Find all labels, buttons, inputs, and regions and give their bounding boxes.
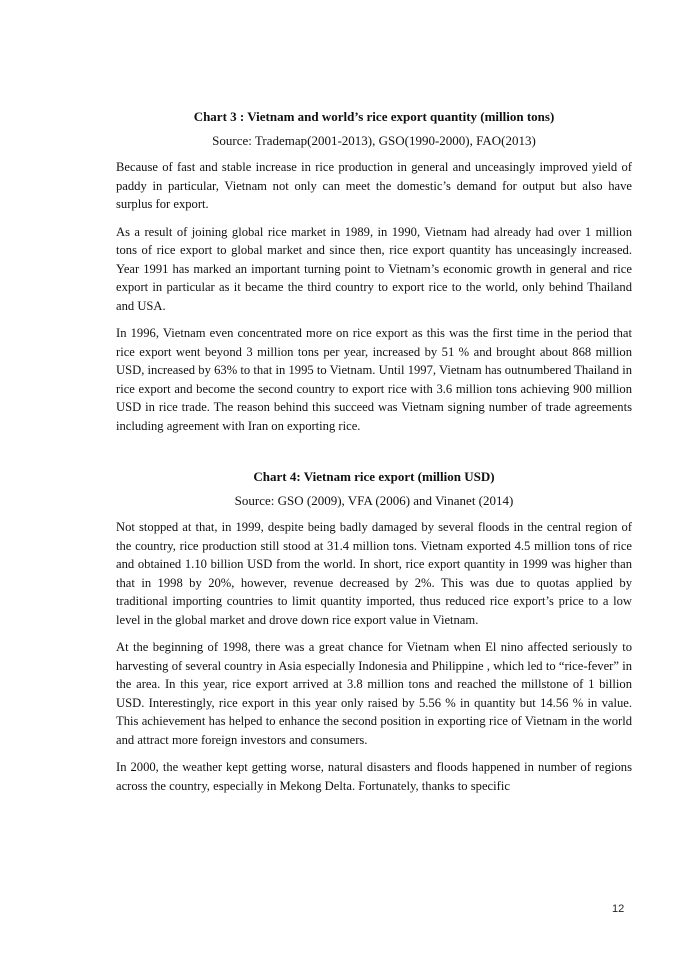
paragraph: Not stopped at that, in 1999, despite being badly damaged by several floods in the central region of the country, rice production still stood at 31.4 million tons. Vietnam exported 4.5 million tons of rice and obtained 1.10 billion USD from the world. In short, rice export quantity in 1999 was higher than that in 1998 by 20%, however, revenue decreased by 2%. This was due to quotas applied by traditional importing countries to limit quantity imported, thus reduced rice export’s price to a low level in the global market and drove down rice export value in Vietnam. bbox=[116, 520, 632, 627]
paragraph: Because of fast and stable increase in rice production in general and unceasingly improved yield of paddy in particular, Vietnam not only can meet the domestic’s demand for output but also have surplus for export. bbox=[116, 160, 632, 211]
page-content bbox=[116, 108, 632, 804]
paragraph: At the beginning of 1998, there was a great chance for Vietnam when El nino affected seriously to harvesting of several country in Asia especially Indonesia and Philippine , which led to “rice-fever” in the area. In this year, rice export arrived at 3.8 million tons and reached the millstone of 1 billion USD. Interestingly, rice export in this year only raised by 5.56 % in quantity but 14.56 % in value. This achievement has helped to enhance the second position in exporting rice of Vietnam in the world and attract more foreign investors and consumers. bbox=[116, 640, 632, 747]
paragraph: In 2000, the weather kept getting worse, natural disasters and floods happened in number of regions across the country, especially in Mekong Delta. Fortunately, thanks to specific bbox=[116, 760, 632, 793]
chart-4-caption: Chart 4: Vietnam rice export (million USD) bbox=[253, 469, 495, 484]
chart-3-source: Source: Trademap(2001-2013), GSO(1990-2000), FAO(2013) bbox=[212, 133, 536, 148]
chart-4-placeholder-gap bbox=[116, 444, 632, 468]
chart-3-caption: Chart 3 : Vietnam and world’s rice export quantity (million tons) bbox=[193, 109, 555, 124]
page-number: 12 bbox=[612, 903, 625, 915]
paragraph: In 1996, Vietnam even concentrated more on rice export as this was the first time in the period that rice export went beyond 3 million tons per year, increased by 51 % and brought about 868 million USD, increased by 63% to that in 1995 to Vietnam. Until 1997, Vietnam has outnumbered Thailand in rice export and become the second country to export rice with 3.6 million tons achieving 900 million USD in rice trade. The reason behind this succeed was Vietnam signing number of trade agreements including agreement with Iran on exporting rice. bbox=[116, 326, 632, 433]
paragraph: As a result of joining global rice market in 1989, in 1990, Vietnam had already had over 1 million tons of rice export to global market and since then, rice export quantity has unceasingly increased. Year 1991 has marked an important turning point to Vietnam’s economic growth in general and rice export in particular as it became the third country to export rice to the world, only behind Thailand and USA. bbox=[116, 224, 632, 313]
chart-4-source: Source: GSO (2009), VFA (2006) and Vinanet (2014) bbox=[234, 493, 514, 508]
